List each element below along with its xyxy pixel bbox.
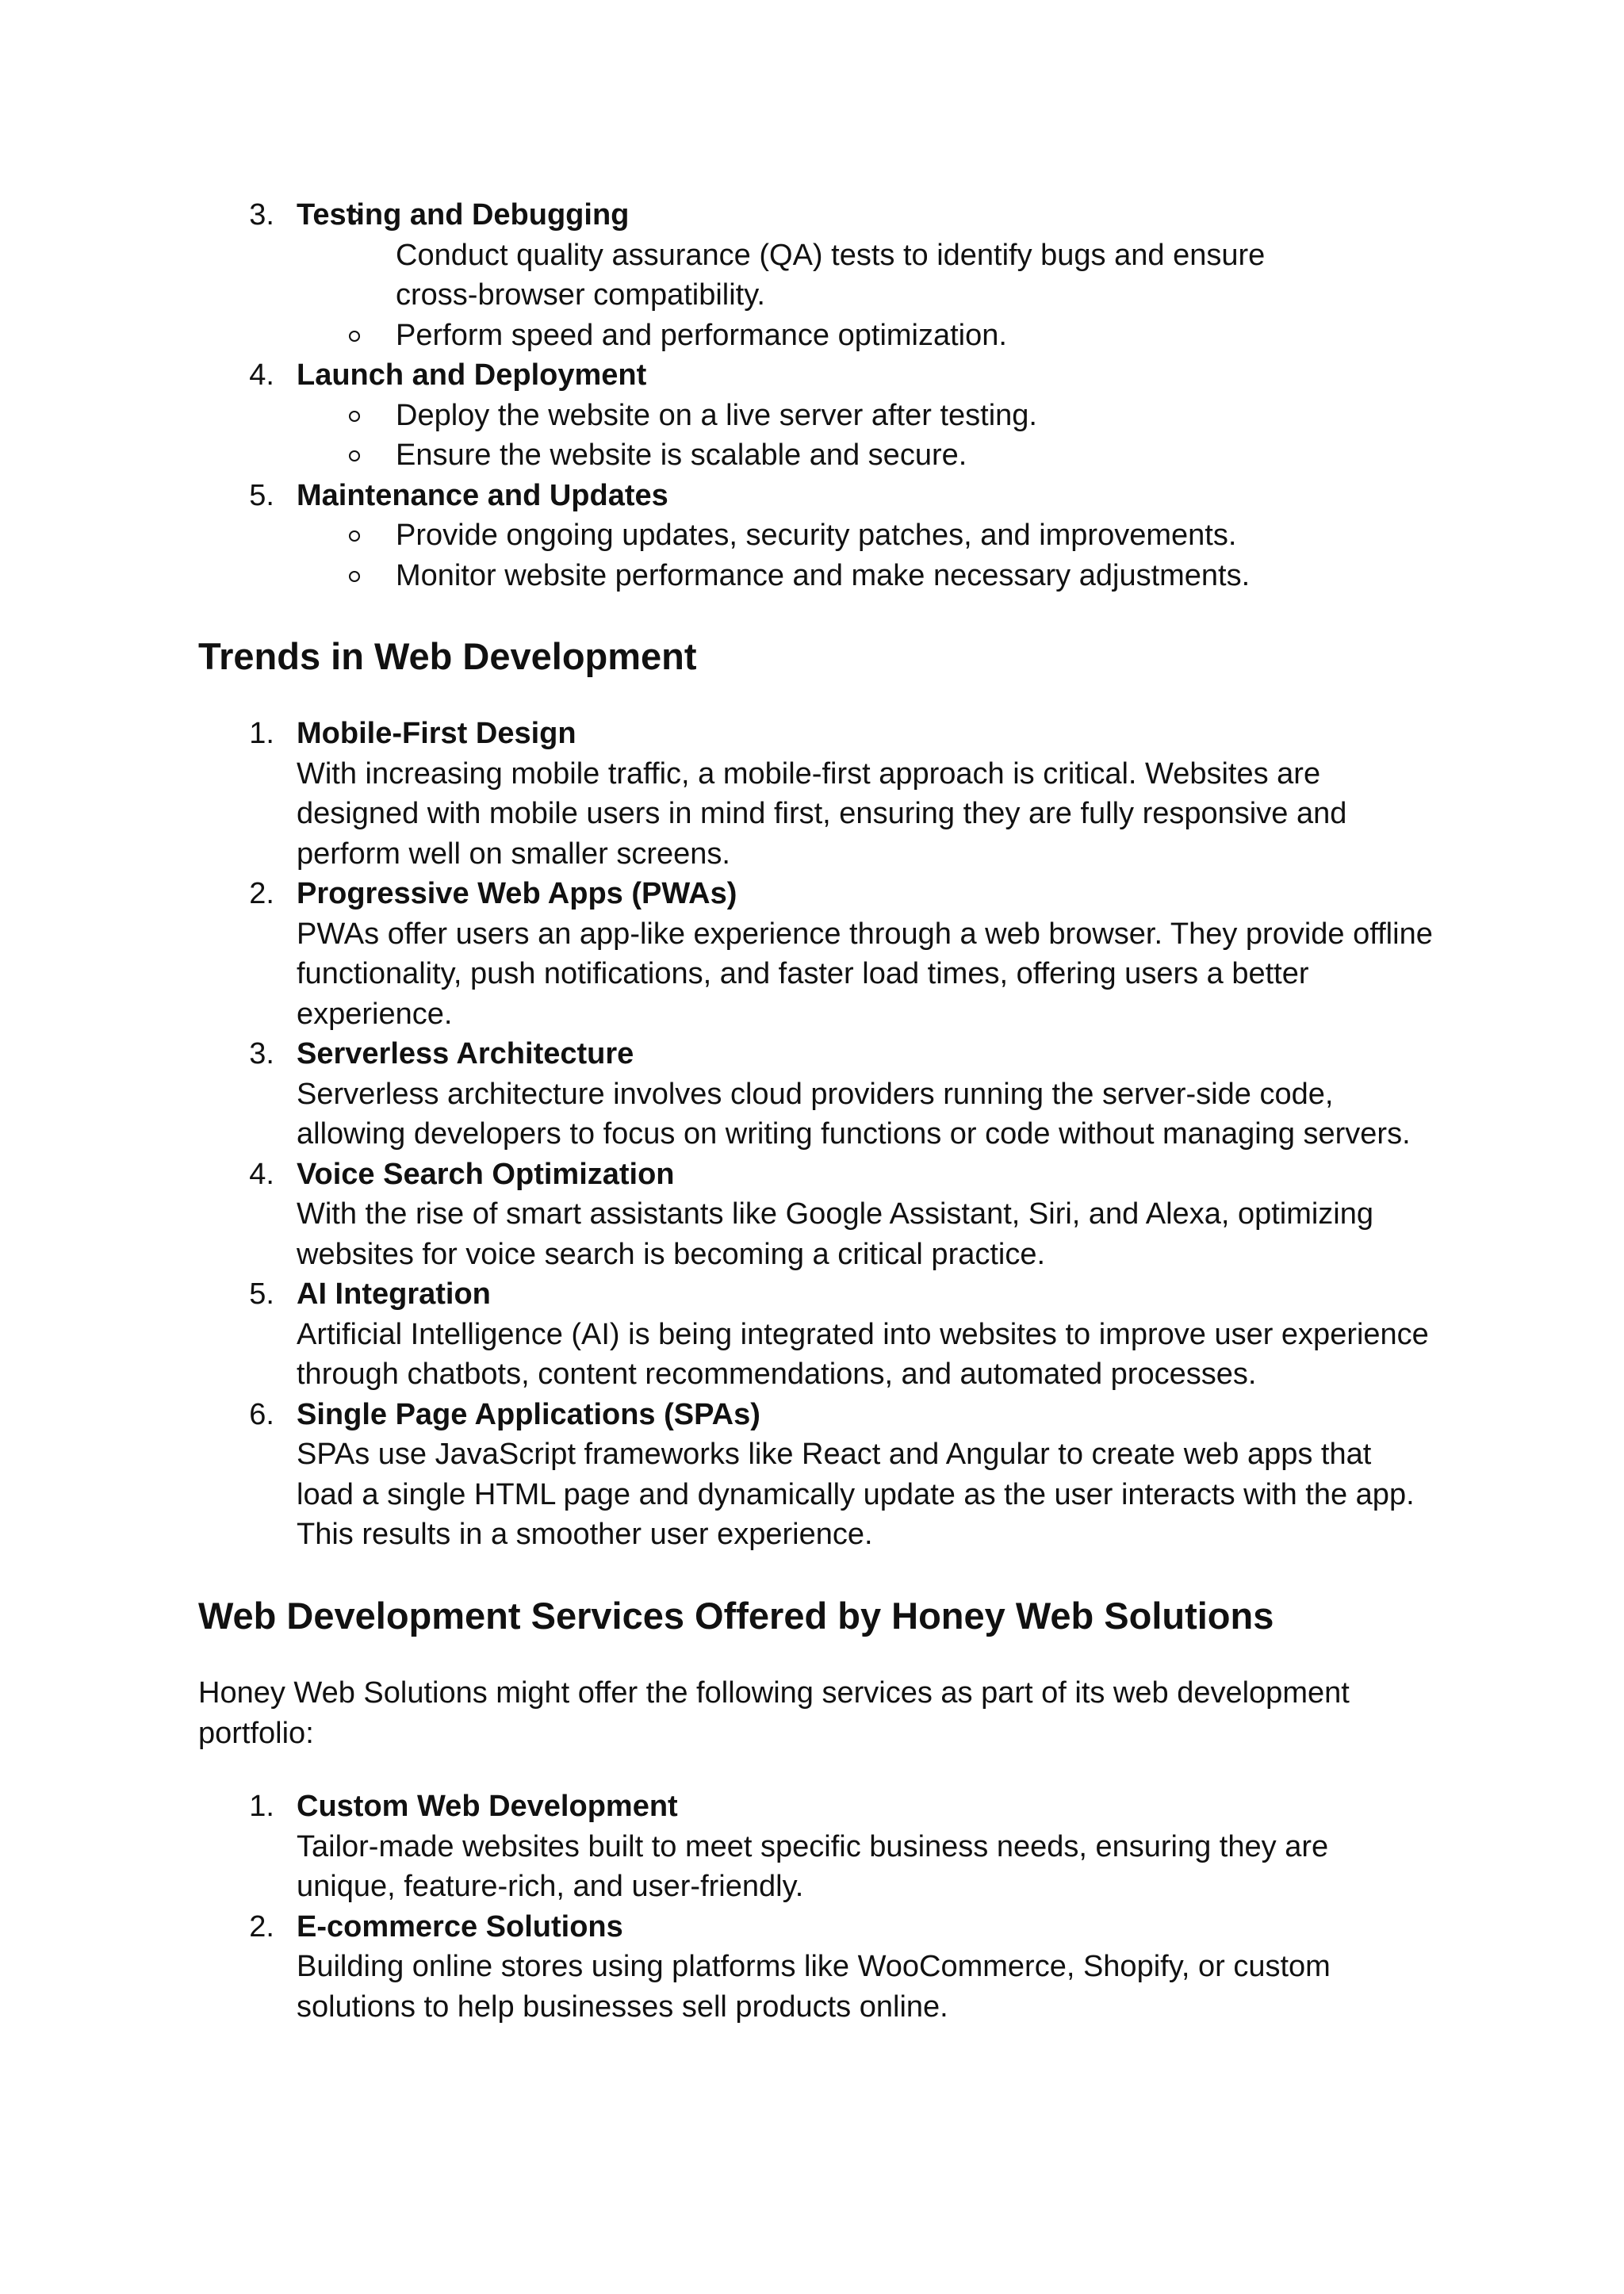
service-text: unique, feature-rich, and user-friendly. xyxy=(297,1870,804,1903)
step-number: 5. xyxy=(249,479,274,512)
hollow-bullet-icon xyxy=(349,450,360,461)
item-number: 1. xyxy=(249,1790,274,1823)
hollow-bullet-icon xyxy=(349,331,360,342)
trend-title: Voice Search Optimization xyxy=(297,1158,675,1191)
item-number: 6. xyxy=(249,1398,274,1431)
trend-text: Artificial Intelligence (AI) is being integrated into websites to improve user experience xyxy=(297,1318,1429,1351)
step-title: Launch and Deployment xyxy=(297,358,647,392)
step-number: 3. xyxy=(249,198,274,232)
trend-text: With the rise of smart assistants like Google Assistant, Siri, and Alexa, optimizing xyxy=(297,1197,1374,1231)
section-heading-services: Web Development Services Offered by Honey Web Solutions xyxy=(198,1595,1274,1637)
hollow-bullet-icon xyxy=(349,571,360,582)
trend-text: through chatbots, content recommendations, and automated processes. xyxy=(297,1358,1257,1391)
bullet-text: cross-browser compatibility. xyxy=(396,278,765,312)
step-title: Testing and Debugging xyxy=(297,198,630,232)
item-number: 2. xyxy=(249,1910,274,1944)
trend-text: functionality, push notifications, and faster load times, offering users a better xyxy=(297,957,1309,990)
trend-title: Progressive Web Apps (PWAs) xyxy=(297,877,737,910)
item-number: 4. xyxy=(249,1158,274,1191)
trend-text: load a single HTML page and dynamically update as the user interacts with the app. xyxy=(297,1478,1415,1511)
service-title: E-commerce Solutions xyxy=(297,1910,623,1944)
bullet-text: Ensure the website is scalable and secure. xyxy=(396,439,967,472)
trend-text: designed with mobile users in mind first, ensuring they are fully responsive and xyxy=(297,797,1347,830)
services-intro: portfolio: xyxy=(198,1717,314,1750)
trend-text: experience. xyxy=(297,998,453,1031)
trend-text: With increasing mobile traffic, a mobile-first approach is critical. Websites are xyxy=(297,757,1321,791)
item-number: 2. xyxy=(249,877,274,910)
service-text: Building online stores using platforms like WooCommerce, Shopify, or custom xyxy=(297,1950,1331,1983)
services-intro: Honey Web Solutions might offer the following services as part of its web development xyxy=(198,1676,1350,1710)
hollow-bullet-icon xyxy=(349,411,360,422)
bullet-text: Perform speed and performance optimization. xyxy=(396,319,1007,352)
bullet-text: Monitor website performance and make necessary adjustments. xyxy=(396,559,1251,592)
section-heading-trends: Trends in Web Development xyxy=(198,635,697,677)
step-title: Maintenance and Updates xyxy=(297,479,668,512)
trend-text: perform well on smaller screens. xyxy=(297,837,730,871)
trend-title: Mobile-First Design xyxy=(297,717,576,750)
service-text: Tailor-made websites built to meet specific business needs, ensuring they are xyxy=(297,1830,1329,1863)
service-text: solutions to help businesses sell products online. xyxy=(297,1990,948,2024)
bullet-text: Deploy the website on a live server after testing. xyxy=(396,399,1037,432)
trend-title: Single Page Applications (SPAs) xyxy=(297,1398,760,1431)
step-number: 4. xyxy=(249,358,274,392)
trend-text: Serverless architecture involves cloud providers running the server-side code, xyxy=(297,1078,1334,1111)
service-title: Custom Web Development xyxy=(297,1790,678,1823)
trend-text: websites for voice search is becoming a critical practice. xyxy=(297,1238,1046,1271)
trend-text: This results in a smoother user experience. xyxy=(297,1518,873,1551)
trend-text: PWAs offer users an app-like experience through a web browser. They provide offline xyxy=(297,917,1433,951)
item-number: 1. xyxy=(249,717,274,750)
hollow-bullet-icon xyxy=(349,530,360,542)
item-number: 3. xyxy=(249,1037,274,1070)
trend-title: AI Integration xyxy=(297,1277,491,1311)
bullet-text: Provide ongoing updates, security patches, and improvements. xyxy=(396,519,1237,552)
hollow-bullet-icon xyxy=(349,211,360,222)
trend-title: Serverless Architecture xyxy=(297,1037,634,1070)
item-number: 5. xyxy=(249,1277,274,1311)
trend-text: allowing developers to focus on writing functions or code without managing servers. xyxy=(297,1117,1411,1151)
bullet-text: Conduct quality assurance (QA) tests to identify bugs and ensure xyxy=(396,239,1266,272)
trend-text: SPAs use JavaScript frameworks like React and Angular to create web apps that xyxy=(297,1438,1372,1471)
